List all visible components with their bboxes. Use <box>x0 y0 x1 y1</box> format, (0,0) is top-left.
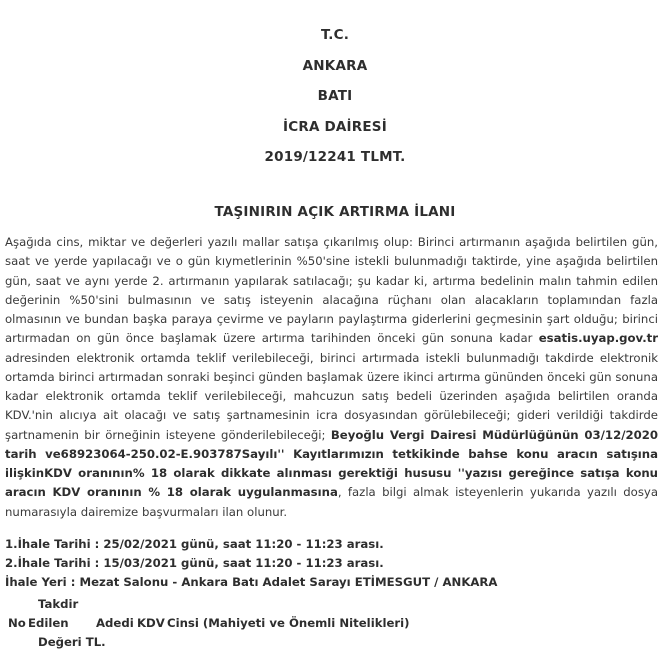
col-takdir-line1: Takdir <box>38 597 79 611</box>
body-text-part3: , fazla bilgi almak isteyenlerin yukarıda yazılı dosya numarasıyla dairemize başvurmaları ilan olunur. <box>5 485 658 519</box>
notice-body <box>5 233 658 522</box>
header-country: T.C. <box>320 27 350 43</box>
header-city: ANKARA <box>302 57 368 74</box>
col-kdv: KDV <box>137 616 165 630</box>
second-auction-date: 2.İhale Tarihi : 15/03/2021 günü, saat 11:20 - 11:23 arası. <box>5 556 384 570</box>
tax-office-statement: Beyoğlu Vergi Dairesi Müdürlüğünün 03/12/2020 tarih ve68923064-250.02-E.903787Sayılı'' Kayıtlarımızın tetkikinde bahse konu aracın satışına ilişkinKDV oranının% 18 olarak dikkate alınması gerektiği hususu ''yazısı gereğince satışa konu aracın KDV oranının % 18 olarak uygulanmasına <box>5 427 658 500</box>
header-district: BATI <box>317 88 353 105</box>
court-header <box>0 20 670 173</box>
header-file-number: 2019/12241 TLMT. <box>264 149 406 166</box>
col-no: No <box>8 616 26 630</box>
first-auction-date: 1.İhale Tarihi : 25/02/2021 günü, saat 11:20 - 11:23 arası. <box>5 537 384 551</box>
col-adedi: Adedi <box>96 616 134 630</box>
col-takdir-line3: Değeri TL. <box>38 635 106 649</box>
auction-place: İhale Yeri : Mezat Salonu - Ankara Batı Adalet Sarayı ETİMESGUT / ANKARA <box>5 575 498 589</box>
esatis-url: esatis.uyap.gov.tr <box>538 331 658 346</box>
body-text-part2: adresinden elektronik ortamda teklif verilebileceği, birinci artırmada istekli bulunmadığı takdirde elektronik ortamda birinci artırmadan sonraki beşinci günden başlamak üzere ikinci artırma gününden önceki gün sonuna kadar elektronik ortamda teklif verilebileceği, mahcuzun satış bedeli üzerinden aşağıda belirtilen oranda KDV.'nin alıcıya ait olacağı ve satış şartnamesinin icra dosyasından görülebileceği; gideri verildiği takdirde şartnamenin bir örneğinin isteyene gönderilebileceği; <box>5 350 658 442</box>
body-text-part1: Aşağıda cins, miktar ve değerleri yazılı mallar satışa çıkarılmış olup: Birinci artırmanın aşağıda belirtilen gün, saat ve yerde yapılacağı ve o gün kıymetlerinin %50'sine istekli bulunmadığı taktirde, yine aşağıda belirtilen gün, saat ve aynı yerde 2. artırmanın yapılarak satılacağı; şu kadar ki, artırma bedelinin malın tahmin edilen değerinin %50'sini bulmasının ve satış isteyenin alacağına rüçhanı olan alacakların toplamından fazla olmasının ve bundan başka paraya çevirme ve payların paylaştırma giderlerini geçmesinin şart olduğu; birinci artırmadan on gün önce başlamak üzere artırma tarihinden önceki gün sonuna kadar <box>5 235 658 346</box>
col-cinsi: Cinsi (Mahiyeti ve Önemli Nitelikleri) <box>167 616 410 630</box>
header-office: İCRA DAİRESİ <box>283 118 387 135</box>
notice-title: TAŞINIRIN AÇIK ARTIRMA İLANI <box>214 204 456 220</box>
col-takdir-line2: Edilen <box>28 616 69 630</box>
